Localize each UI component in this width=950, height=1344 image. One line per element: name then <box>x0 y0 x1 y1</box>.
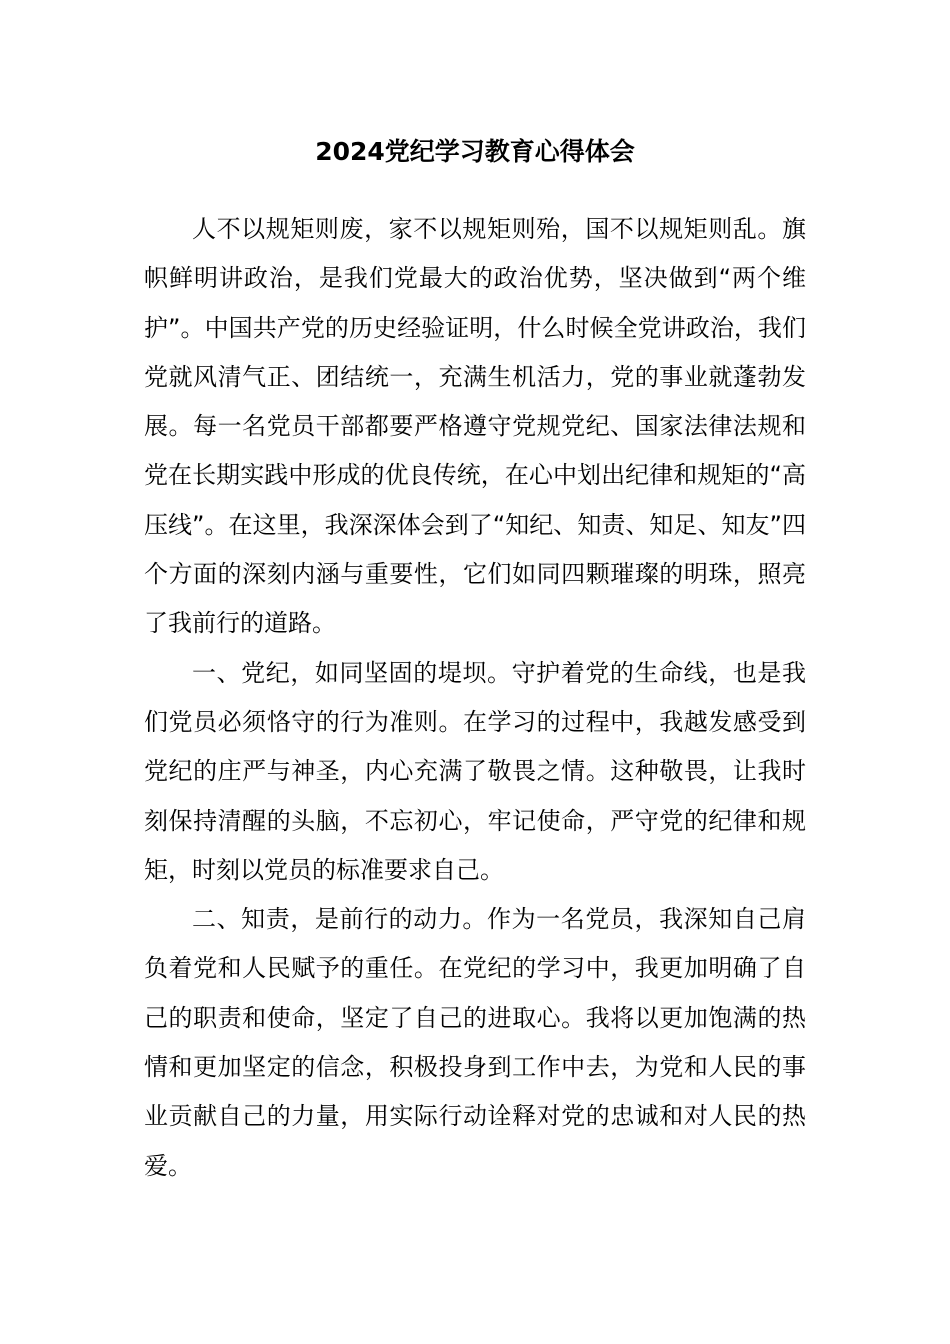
paragraph-section-two: 二、知责，是前行的动力。作为一名党员，我深知自己肩负着党和人民赋予的重任。在党纪的学习中，我更加明确了自己的职责和使命，坚定了自己的进取心。我将以更加饱满的热情和更加坚定的信念，积极投身到工作中去，为党和人民的事业贡献自己的力量，用实际行动诠释对党的忠诚和对人民的热爱。 <box>144 905 806 1180</box>
document-title: 2024党纪学习教育心得体会 <box>315 137 635 166</box>
paragraph-intro: 人不以规矩则废，家不以规矩则殆，国不以规矩则乱。旗帜鲜明讲政治，是我们党最大的政治优势，坚决做到“两个维护”。中国共产党的历史经验证明，什么时候全党讲政治，我们党就风清气正、团结统一，充满生机活力，党的事业就蓬勃发展。每一名党员干部都要严格遵守党规党纪、国家法律法规和党在长期实践中形成的优良传统，在心中划出纪律和规矩的“高压线”。在这里，我深深体会到了“知纪、知责、知足、知友”四个方面的深刻内涵与重要性，它们如同四颗璀璨的明珠，照亮了我前行的道路。 <box>144 215 806 638</box>
document-body <box>144 205 806 1191</box>
paragraph-section-one: 一、党纪，如同坚固的堤坝。守护着党的生命线，也是我们党员必须恪守的行为准则。在学习的过程中，我越发感受到党纪的庄严与神圣，内心充满了敬畏之情。这种敬畏，让我时刻保持清醒的头脑，不忘初心，牢记使命，严守党的纪律和规矩，时刻以党员的标准要求自己。 <box>144 658 806 884</box>
